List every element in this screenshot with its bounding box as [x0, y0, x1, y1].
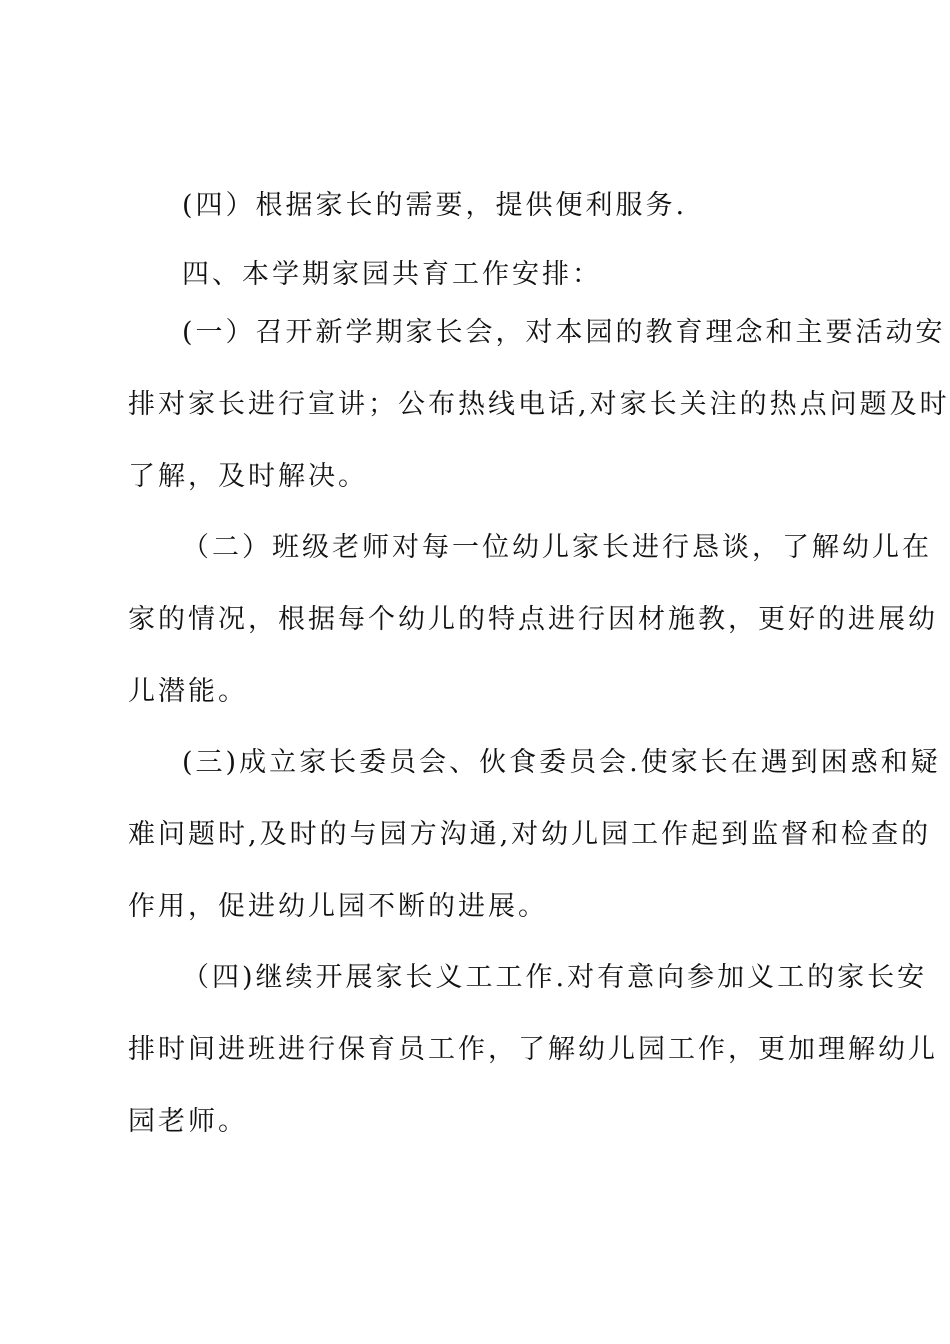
- paragraph-line: 难问题时,及时的与园方沟通,对幼儿园工作起到监督和检查的: [128, 819, 932, 850]
- paragraph-line: 儿潜能。: [128, 676, 248, 707]
- paragraph-line: 园老师。: [128, 1106, 248, 1137]
- paragraph-line: 作用，促进幼儿园不断的进展。: [128, 891, 548, 922]
- paragraph-line: （二）班级老师对每一位幼儿家长进行恳谈，了解幼儿在: [182, 532, 932, 563]
- section-heading: 四、本学期家园共育工作安排：: [182, 259, 602, 290]
- paragraph-line: 排对家长进行宣讲；公布热线电话,对家长关注的热点问题及时: [128, 389, 950, 420]
- paragraph-line: 家的情况，根据每个幼儿的特点进行因材施教，更好的进展幼: [128, 604, 938, 635]
- paragraph-line: 排时间进班进行保育员工作，了解幼儿园工作，更加理解幼儿: [128, 1034, 938, 1065]
- paragraph-line: (一）召开新学期家长会，对本园的教育理念和主要活动安: [182, 317, 946, 348]
- paragraph-line: （四)继续开展家长义工工作.对有意向参加义工的家长安: [182, 962, 928, 993]
- paragraph-line: (四）根据家长的需要，提供便利服务.: [182, 190, 688, 221]
- paragraph-line: 了解，及时解决。: [128, 461, 368, 492]
- paragraph-line: (三)成立家长委员会、伙食委员会.使家长在遇到困惑和疑: [182, 747, 941, 778]
